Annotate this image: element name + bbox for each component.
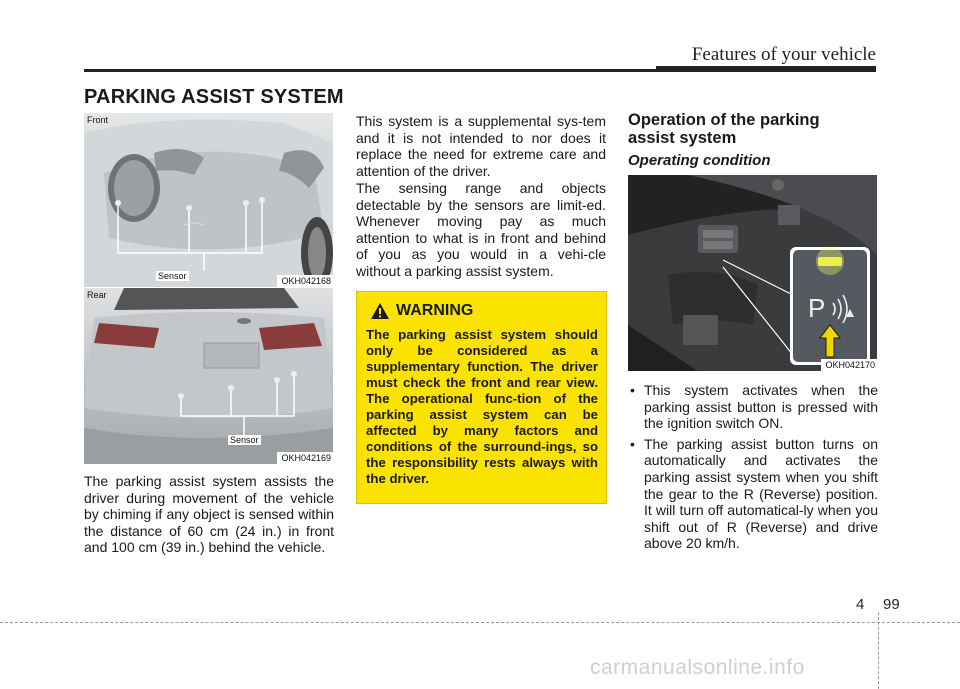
operating-condition-list [628,382,878,556]
front-sensor-figure [84,113,333,287]
list-item: • The parking assist button turns on automatically and activates the parking assist system when you shift the gear to the R (Reverse) position. It will turn off automatical-ly when you shift out of R (Reverse) and drive above 20 km/h. [628,436,878,552]
operation-heading [628,111,820,147]
list-item: • This system activates when the parking assist button is pressed with the ignition switch ON. [628,382,878,432]
front-car-illustration [84,113,333,287]
warning-text: The parking assist system should only be considered as a supplementary function. The driver must check the front and rear view. The operational func-tion of the parking assist system can be affected by many factors and conditions of the surround-ings, so the responsibility rests always with the driver. [366,327,598,486]
header-rule [84,69,876,72]
operating-condition-subheading: Operating condition [628,152,771,169]
watermark: carmanualsonline.info [590,656,805,679]
front-label: Front [87,115,109,125]
front-sensor-tag: Sensor [158,271,187,281]
warning-header [370,302,598,320]
rear-sensor-tag: Sensor [230,435,259,445]
rear-car-illustration [84,288,333,464]
supplemental-paragraph: This system is a supplemental sys-tem and it is not intended to nor does it replace the need for extreme care and attention of the driver. [356,113,606,179]
section-title: PARKING ASSIST SYSTEM [84,86,344,108]
chapter-number: 4 [856,596,865,613]
footer-rule [0,622,960,623]
sensing-range-paragraph: The sensing range and objects detectable by the sensors are limit-ed. Whenever moving pay as much attention to what is in front and behind of you as you would in a vehi-cle without a parking assist system. [356,180,606,279]
running-header: Features of your vehicle [691,44,876,65]
dash-figure-code: OKH042170 [821,359,877,371]
parking-assist-button-figure [628,175,877,371]
dashboard-illustration [628,175,877,371]
rear-figure-code: OKH042169 [277,452,333,464]
svg-text:P: P [808,293,826,323]
operation-heading-line1: Operation of the parking [628,111,820,129]
front-figure-code: OKH042168 [277,275,333,287]
page-number: 99 [883,596,900,613]
page-number-divider [878,612,879,689]
intro-paragraph: The parking assist system assists the driver during movement of the vehicle by chiming if any object is sensed within the distance of 60 cm (24 in.) in front and 100 cm (39 in.) behind the vehicle. [84,473,334,556]
operation-heading-line2: assist system [628,129,737,147]
rear-sensor-figure [84,288,333,464]
warning-title: WARNING [396,302,474,319]
rear-label: Rear [87,290,107,300]
warning-box [356,291,607,504]
warning-triangle-icon [370,302,390,320]
